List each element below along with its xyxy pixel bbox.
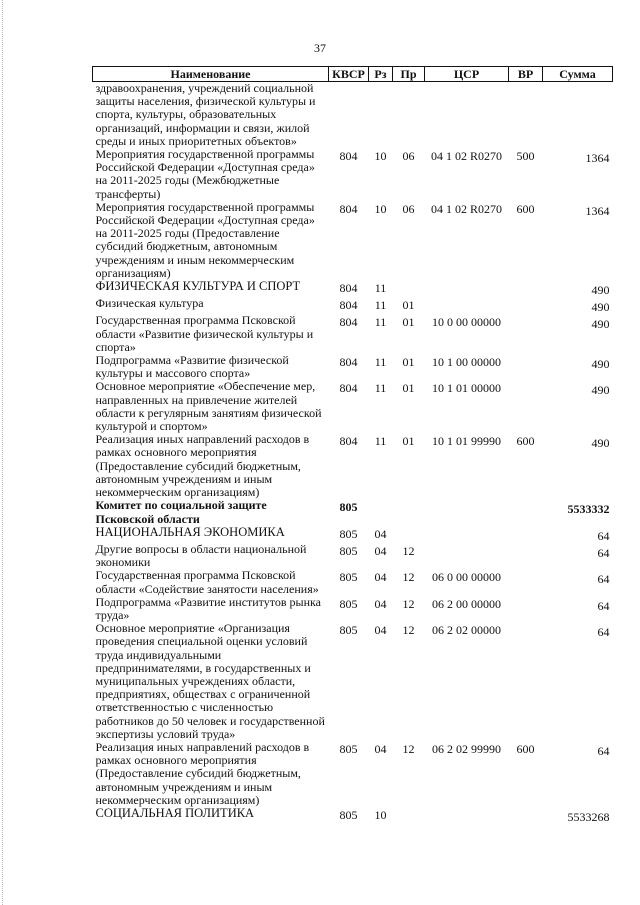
cell-name: НАЦИОНАЛЬНАЯ ЭКОНОМИКА	[95, 524, 285, 539]
cell-rz	[369, 499, 393, 525]
cell-csr	[425, 526, 509, 543]
cell-rz: 10	[374, 149, 387, 164]
column-header-csr: ЦСР	[425, 67, 509, 82]
cell-sum: 1364	[585, 203, 610, 218]
cell-pr	[393, 807, 425, 824]
cell-vr: 600	[516, 741, 535, 756]
cell-vr	[509, 526, 543, 543]
cell-csr	[425, 82, 509, 149]
cell-pr: 12	[402, 596, 415, 611]
cell-pr	[393, 499, 425, 525]
cell-csr: 10 1 01 00000	[432, 381, 501, 396]
table-body	[93, 82, 613, 825]
cell-name: Комитет по социальной защите Псковской области	[95, 498, 267, 526]
cell-sum: 490	[591, 383, 610, 398]
cell-vr	[509, 569, 543, 595]
cell-csr: 10 1 01 99990	[432, 434, 501, 449]
table-row	[93, 741, 613, 807]
cell-csr	[425, 499, 509, 525]
table-row	[93, 82, 613, 149]
cell-csr: 04 1 02 R0270	[430, 201, 502, 216]
cell-name: Государственная программа Псковской области «Развитие физической культуры и спорта»	[95, 313, 314, 354]
table-row	[93, 314, 613, 354]
column-header-kvsr: КВСР	[329, 67, 369, 82]
cell-pr: 06	[402, 149, 415, 164]
cell-kvsr: 804	[339, 434, 358, 449]
page-number: 37	[314, 41, 326, 55]
cell-sum: 64	[597, 598, 610, 613]
table-row	[93, 380, 613, 433]
cell-pr: 01	[402, 315, 415, 330]
cell-name: Реализация иных направлений расходов в рамках основного мероприятия (Предоставление субсидий бюджетным, автономным учреждениям и иным некоммерческим организациям)	[95, 739, 310, 807]
column-header-pr: Пр	[393, 67, 425, 82]
table-row	[93, 280, 613, 297]
cell-kvsr: 804	[339, 355, 358, 370]
budget-table	[92, 66, 613, 824]
cell-vr: 600	[516, 434, 535, 449]
cell-kvsr: 805	[339, 526, 358, 541]
table-row	[93, 499, 613, 525]
cell-vr	[509, 807, 543, 824]
cell-sum: 5533268	[567, 809, 610, 824]
cell-pr	[393, 82, 425, 149]
cell-rz: 11	[374, 315, 387, 330]
cell-vr	[509, 280, 543, 297]
cell-pr: 12	[402, 623, 415, 638]
cell-csr	[425, 297, 509, 314]
column-header-sum: Сумма	[543, 67, 613, 82]
table-row	[93, 297, 613, 314]
cell-rz: 11	[374, 281, 387, 296]
table-row	[93, 622, 613, 741]
cell-sum: 64	[597, 572, 610, 587]
cell-vr	[509, 622, 543, 741]
cell-sum: 5533332	[567, 502, 610, 517]
table-row	[93, 354, 613, 380]
cell-csr: 10 0 00 00000	[432, 315, 501, 330]
table-row	[93, 596, 613, 622]
cell-csr	[425, 280, 509, 297]
cell-vr	[509, 596, 543, 622]
cell-vr	[509, 380, 543, 433]
cell-pr: 01	[402, 434, 415, 449]
column-header-vr: ВР	[509, 67, 543, 82]
cell-kvsr: 804	[339, 315, 358, 330]
cell-csr	[425, 807, 509, 824]
cell-rz: 04	[374, 543, 387, 558]
cell-kvsr: 804	[339, 201, 358, 216]
cell-vr	[509, 82, 543, 149]
cell-rz: 11	[374, 298, 387, 313]
cell-vr: 500	[516, 149, 535, 164]
cell-sum: 490	[591, 283, 610, 298]
cell-name: Подпрограмма «Развитие физической культуры и массового спорта»	[95, 353, 289, 381]
cell-kvsr: 804	[339, 381, 358, 396]
cell-name: ФИЗИЧЕСКАЯ КУЛЬТУРА И СПОРТ	[95, 279, 301, 294]
cell-rz: 04	[374, 526, 387, 541]
cell-name: Другие вопросы в области национальной экономики	[95, 541, 307, 570]
cell-kvsr: 805	[339, 570, 358, 585]
cell-rz: 11	[374, 381, 387, 396]
cell-name: Мероприятия государственной программы Российской Федерации «Доступная среда» на 2011-2025 годы (Предоставление субсидий бюджетным, автономным учреждениям и иным некоммерческим организациям)	[95, 199, 315, 280]
cell-name: Физическая культура	[95, 296, 204, 311]
cell-kvsr: 805	[339, 543, 358, 558]
cell-pr: 01	[402, 381, 415, 396]
cell-vr	[509, 543, 543, 569]
cell-csr: 06 2 00 00000	[432, 596, 501, 611]
cell-rz: 04	[374, 570, 387, 585]
table-row	[93, 201, 613, 280]
cell-kvsr: 804	[339, 149, 358, 164]
cell-name: Основное мероприятие «Обеспечение мер, направленных на привлечение жителей области к регулярным занятиям физической культурой и спортом»	[95, 379, 322, 434]
cell-rz: 11	[374, 434, 387, 449]
cell-rz: 10	[374, 201, 387, 216]
cell-sum: 64	[597, 545, 610, 560]
cell-csr: 10 1 00 00000	[432, 355, 501, 370]
cell-sum: 490	[591, 317, 610, 332]
cell-rz: 04	[374, 623, 387, 638]
cell-name: СОЦИАЛЬНАЯ ПОЛИТИКА	[95, 805, 255, 820]
cell-csr: 06 2 02 00000	[432, 623, 501, 638]
table-row	[93, 148, 613, 201]
cell-csr	[425, 543, 509, 569]
cell-rz	[369, 82, 393, 149]
cell-name: Подпрограмма «Развитие институтов рынка труда»	[95, 594, 321, 622]
cell-name: Реализация иных направлений расходов в рамках основного мероприятия (Предоставление субсидий бюджетным, автономным учреждениям и иным некоммерческим организациям)	[95, 432, 310, 500]
table-row	[93, 543, 613, 569]
cell-name: Государственная программа Псковской области «Содействие занятости населения»	[95, 568, 319, 596]
cell-pr	[393, 526, 425, 543]
cell-kvsr: 805	[339, 596, 358, 611]
cell-vr	[509, 354, 543, 380]
table-row	[93, 526, 613, 543]
cell-kvsr: 805	[339, 500, 358, 515]
cell-rz: 04	[374, 596, 387, 611]
cell-vr	[509, 297, 543, 314]
cell-sum: 490	[591, 300, 610, 315]
cell-kvsr: 804	[339, 298, 358, 313]
page-margin-line	[2, 0, 4, 905]
cell-pr	[393, 280, 425, 297]
column-header-rz: Рз	[369, 67, 393, 82]
cell-csr: 04 1 02 R0270	[430, 149, 502, 164]
cell-pr: 01	[402, 355, 415, 370]
cell-kvsr: 805	[339, 623, 358, 638]
cell-pr: 12	[402, 570, 415, 585]
cell-name: Мероприятия государственной программы Российской Федерации «Доступная среда» на 2011-2025 годы (Межбюджетные трансферты)	[95, 147, 315, 201]
cell-vr	[509, 314, 543, 354]
column-header-name: Наименование	[93, 67, 329, 82]
cell-name: Основное мероприятие «Организация проведения специальной оценки условий труда индивидуальными предпринимателями, в государственных и муниципальных учреждениях области, предприятиях, обществах с ограниченной ответственностью с численностью работников до 50 человек и государственной экспертизы условий труда»	[95, 621, 325, 741]
cell-sum: 1364	[585, 151, 610, 166]
cell-sum	[543, 82, 613, 149]
cell-pr: 12	[402, 741, 415, 756]
cell-vr	[509, 499, 543, 525]
table-row	[93, 569, 613, 595]
cell-sum: 490	[591, 357, 610, 372]
cell-pr: 06	[402, 201, 415, 216]
cell-vr: 600	[516, 201, 535, 216]
cell-kvsr: 805	[339, 741, 358, 756]
cell-sum: 64	[597, 625, 610, 640]
cell-kvsr: 804	[339, 281, 358, 296]
table-row	[93, 807, 613, 824]
cell-pr: 01	[402, 298, 415, 313]
cell-sum: 490	[591, 436, 610, 451]
cell-csr: 06 0 00 00000	[432, 570, 501, 585]
cell-pr: 12	[402, 543, 415, 558]
cell-kvsr	[329, 82, 369, 149]
cell-kvsr: 805	[339, 807, 358, 822]
cell-rz: 04	[374, 741, 387, 756]
cell-rz: 11	[374, 355, 387, 370]
cell-csr: 06 2 02 99990	[432, 741, 501, 756]
cell-rz: 10	[374, 807, 387, 822]
cell-name: здравоохранения, учреждений социальной защиты населения, физической культуры и спорта, культуры, образовательных организаций, информации и связи, жилой среды и иных приоритетных объектов»	[95, 81, 316, 148]
cell-sum: 64	[597, 743, 610, 758]
cell-sum: 64	[597, 528, 610, 543]
table-header	[93, 67, 613, 82]
table-row	[93, 433, 613, 499]
